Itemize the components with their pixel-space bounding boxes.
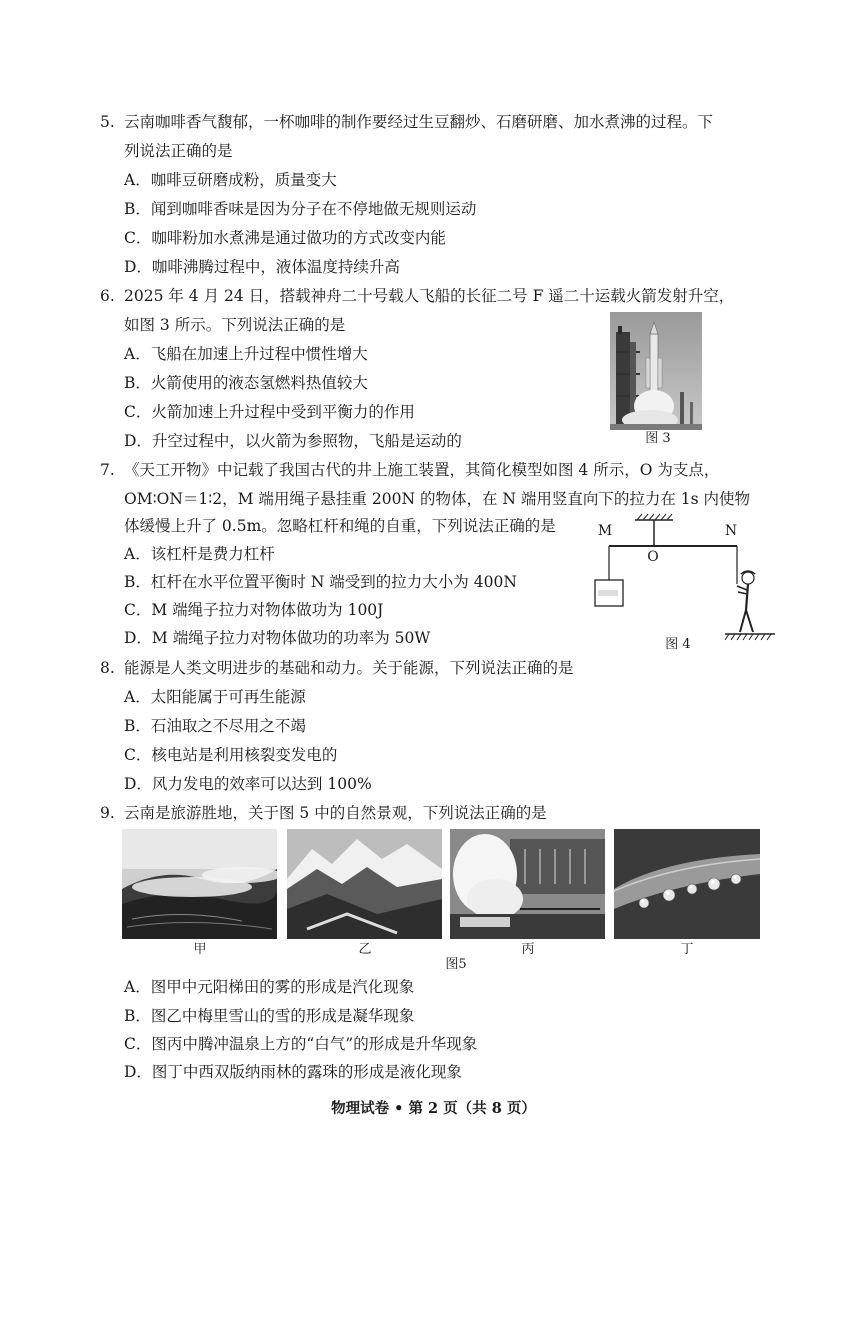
question-6-option-b: B．火箭使用的液态氢燃料热值较大 xyxy=(124,374,368,392)
question-9-option-b: B．图乙中梅里雪山的雪的形成是凝华现象 xyxy=(124,1007,415,1025)
question-5-option-a: A．咖啡豆研磨成粉，质量变大 xyxy=(124,171,337,189)
question-5-option-d: D．咖啡沸腾过程中，液体温度持续升高 xyxy=(124,258,400,276)
question-6-option-a: A．飞船在加速上升过程中惯性增大 xyxy=(124,345,368,363)
question-8-option-d: D．风力发电的效率可以达到 100% xyxy=(124,775,372,793)
label-o: O xyxy=(647,549,659,565)
snow-mountain-photo xyxy=(287,829,442,939)
question-6-option-c: C．火箭加速上升过程中受到平衡力的作用 xyxy=(124,403,415,421)
question-7-option-a: A．该杠杆是费力杠杆 xyxy=(124,545,275,563)
question-9-option-d: D．图丁中西双版纳雨林的露珠的形成是液化现象 xyxy=(124,1063,462,1081)
photo-label-bing: 丙 xyxy=(521,942,535,957)
question-7-stem-line-1: 《天工开物》中记载了我国古代的井上施工装置，其简化模型如图 4 所示，O 为支点， xyxy=(124,461,720,479)
label-m: M xyxy=(597,523,613,539)
question-8-option-c: C．核电站是利用核裂变发电的 xyxy=(124,746,338,764)
figure-3-caption: 图 3 xyxy=(645,431,671,446)
question-5-option-b: B．闻到咖啡香味是因为分子在不停地做无规则运动 xyxy=(124,200,477,218)
rocket-launch-photo xyxy=(610,312,702,430)
question-8-option-b: B．石油取之不尽用之不竭 xyxy=(124,717,306,735)
question-7-stem-line-3: 体缓慢上升了 0.5m。忽略杠杆和绳的自重，下列说法正确的是 xyxy=(124,517,556,535)
question-9-option-c: C．图丙中腾冲温泉上方的“白气”的形成是升华现象 xyxy=(124,1035,478,1053)
question-7-option-b: B．杠杆在水平位置平衡时 N 端受到的拉力大小为 400N xyxy=(124,573,517,591)
figure-5-caption: 图5 xyxy=(445,957,467,972)
question-7-number: 7. xyxy=(100,461,115,479)
dew-drops-leaf-photo xyxy=(614,829,760,939)
page-footer: 物理试卷 • 第 2 页（共 8 页） xyxy=(331,1100,536,1117)
question-7-option-c: C．M 端绳子拉力对物体做功为 100J xyxy=(124,601,384,619)
question-5-number: 5. xyxy=(100,113,115,131)
photo-label-yi: 乙 xyxy=(358,942,372,957)
figure-4-caption: 图 4 xyxy=(665,637,691,652)
question-8-number: 8. xyxy=(100,659,115,677)
question-6-number: 6. xyxy=(100,287,115,305)
question-6-option-d: D．升空过程中，以火箭为参照物，飞船是运动的 xyxy=(124,432,462,450)
question-5-option-c: C．咖啡粉加水煮沸是通过做功的方式改变内能 xyxy=(124,229,446,247)
question-8-stem-line-1: 能源是人类文明进步的基础和动力。关于能源，下列说法正确的是 xyxy=(124,659,574,677)
question-5-stem-line-2: 列说法正确的是 xyxy=(124,142,233,160)
question-6-stem-line-2: 如图 3 所示。下列说法正确的是 xyxy=(124,316,346,334)
terraced-fields-fog-photo xyxy=(122,829,277,939)
question-8-option-a: A．太阳能属于可再生能源 xyxy=(124,688,306,706)
question-7-option-d: D．M 端绳子拉力对物体做功的功率为 50W xyxy=(124,629,431,647)
question-9-option-a: A．图甲中元阳梯田的雾的形成是汽化现象 xyxy=(124,978,415,996)
question-9-stem-line-1: 云南是旅游胜地，关于图 5 中的自然景观，下列说法正确的是 xyxy=(124,804,547,822)
question-7-stem-line-2: OM∶ON＝1∶2，M 端用绳子悬挂重 200N 的物体，在 N 端用竖直向下的拉力在 1s 内使物 xyxy=(124,490,751,508)
lever-diagram xyxy=(585,510,780,650)
question-6-stem-line-1: 2025 年 4 月 24 日，搭载神舟二十号载人飞船的长征二号 F 遥二十运载火箭发射升空， xyxy=(124,287,735,305)
question-5-stem-line-1: 云南咖啡香气馥郁，一杯咖啡的制作要经过生豆翻炒、石磨研磨、加水煮沸的过程。下 xyxy=(124,113,714,131)
photo-label-jia: 甲 xyxy=(193,942,207,957)
question-9-number: 9. xyxy=(100,804,115,822)
label-n: N xyxy=(724,523,738,539)
photo-label-ding: 丁 xyxy=(680,942,694,957)
hot-spring-steam-photo xyxy=(450,829,605,939)
